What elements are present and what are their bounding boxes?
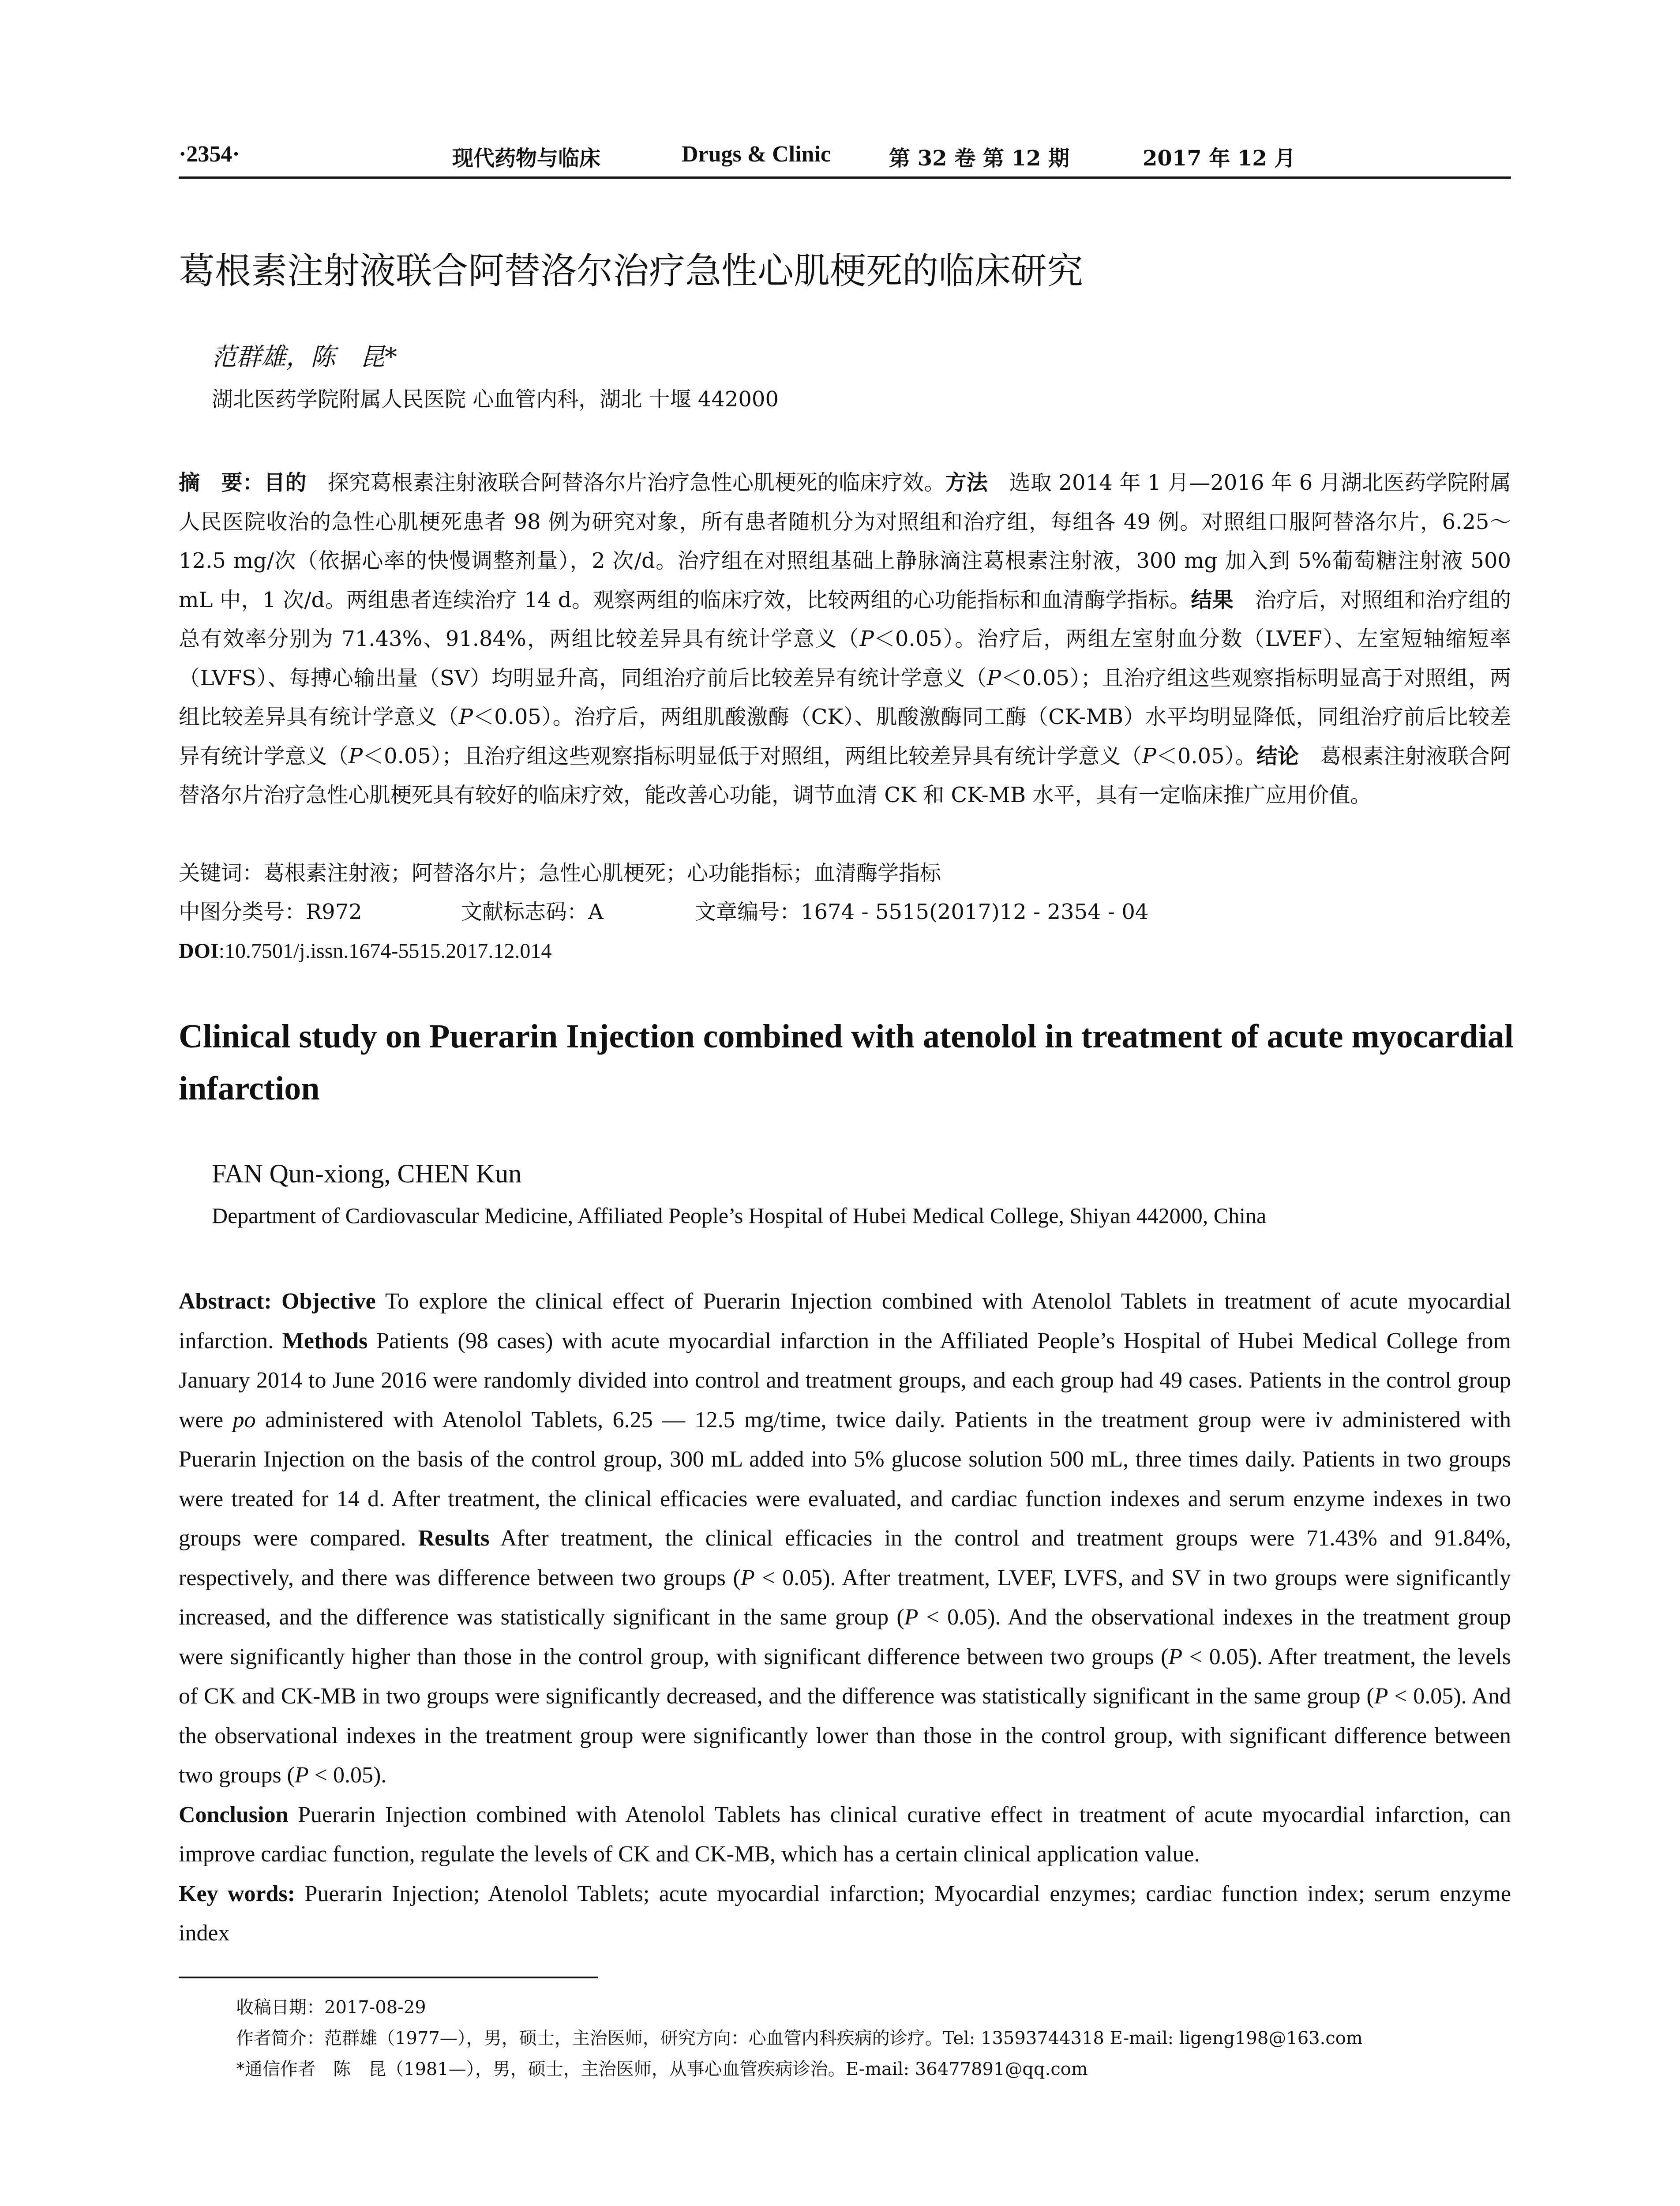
- conclusion-text: 葛根素注射液联合阿替洛尔片治疗急性心肌梗死具有较好的临床疗效，能改善心功能，调节血清 CK 和 CK-MB 水平，具有一定临床推广应用价值。: [179, 743, 1511, 807]
- results-text: < 0.05). After treatment, the levels of CK and CK-MB in two groups were significantly decreased, and the difference was statistically significant in the same group (: [179, 1644, 1511, 1709]
- corresponding-info: 陈 昆（1981—），男，硕士，主治医师，从事心血管疾病诊治。E-mail: 36477891@qq.com: [315, 2059, 1088, 2079]
- footnote-author: [236, 2025, 1560, 2052]
- p-symbol: P: [859, 627, 874, 651]
- article-no-label: 文章编号：: [695, 900, 801, 924]
- methods-text: Patients (98 cases) with acute myocardial infarction in the Affiliated People’s Hospital of Hubei Medical College from January 2014 to June 2016 were randomly divided into control and treatment groups, and each group had 49 cases. Patients in the control group were: [179, 1328, 1511, 1433]
- results-text: < 0.05).: [308, 1763, 387, 1788]
- results-text: ＜0.05）；且治疗组这些观察指标明显高于对照组，两组比较差异具有统计学意义（: [179, 665, 1511, 729]
- abstract-label: 摘 要：: [179, 470, 264, 495]
- chinese-title: 葛根素注射液联合阿替洛尔治疗急性心肌梗死的临床研究: [179, 250, 1084, 292]
- conclusion-label: Conclusion: [179, 1802, 289, 1827]
- keywords-label: Key words:: [179, 1881, 296, 1906]
- methods-text: 选取 2014 年 1 月—2016 年 6 月湖北医药学院附属人民医院收治的急性心肌梗死患者 98 例为研究对象，所有患者随机分为对照组和治疗组，每组各 49 例。对照组口服阿替洛尔片，6.25～12.5 mg/次（依据心率的快慢调整剂量），2 次/d。治疗组在对照组基础上静脉滴注葛根素注射液，300 mg 加入到 5%葡萄糖注射液 500 mL 中，1 次/d。两组患者连续治疗 14 d。观察两组的临床疗效，比较两组的心功能指标和血清酶学指标。: [179, 470, 1511, 612]
- journal-name-en: Drugs & Clinic: [682, 142, 831, 167]
- doc-code-value: A: [588, 900, 604, 924]
- results-text: ＜0.05）；且治疗组这些观察指标明显低于对照组，两组比较差异具有统计学意义（: [363, 743, 1142, 769]
- article-no-value: 1674 - 5515(2017)12 - 2354 - 04: [801, 900, 1149, 924]
- footnote-received: [236, 1994, 1560, 2021]
- results-text: ＜0.05）。治疗后，两组左室射血分数（LVEF）、左室短轴缩短率（LVFS）、每搏心输出量（SV）均明显升高，同组治疗前后比较差异有统计学意义（: [179, 627, 1511, 690]
- chinese-abstract: [179, 463, 1511, 815]
- methods-label: Methods: [282, 1328, 368, 1354]
- english-authors: FAN Qun-xiong, CHEN Kun: [212, 1159, 522, 1188]
- p-symbol: P: [348, 743, 363, 769]
- results-text: After treatment, the clinical efficacies in the control and treatment groups were 71.43% and 91.84%, respectively, and there was difference between two groups (: [179, 1526, 1511, 1591]
- author-info: 范群雄（1977—），男，硕士，主治医师，研究方向：心血管内科疾病的诊疗。Tel: 13593744318 E-mail: ligeng198@163.com: [324, 2028, 1363, 2048]
- keywords-text: 葛根素注射液；阿替洛尔片；急性心肌梗死；心功能指标；血清酶学指标: [263, 861, 941, 885]
- abstract-label: Abstract:: [179, 1289, 272, 1314]
- results-text: ＜0.05）。治疗后，两组肌酸激酶（CK）、肌酸激酶同工酶（CK-MB）水平均明显降低，同组治疗前后比较差异有统计学意义（: [179, 705, 1511, 769]
- page-number: ·2354·: [179, 142, 240, 167]
- p-symbol: P: [458, 705, 473, 729]
- results-text: < 0.05). And the observational indexes in the treatment group were significantly higher than those in the control group, with significant difference between two groups (: [179, 1605, 1511, 1670]
- conclusion-label: 结论: [1256, 743, 1299, 769]
- conclusion-text: Puerarin Injection combined with Atenolol Tablets has clinical curative effect in treatment of acute myocardial infarction, can improve cardiac function, regulate the levels of CK and CK-MB, which has a certain clinical application value.: [179, 1802, 1511, 1867]
- footnote-rule: [179, 1977, 598, 1978]
- chinese-keywords: [179, 854, 1511, 893]
- results-text: < 0.05). And the observational indexes in the treatment group were significantly lower than those in the control group, with significant difference between two groups (: [179, 1684, 1511, 1788]
- results-text: < 0.05). After treatment, LVEF, LVFS, and SV in two groups were significantly increased, and the difference was statistically significant in the same group (: [179, 1565, 1511, 1630]
- methods-label: 方法: [945, 470, 988, 495]
- journal-name-cn: 现代药物与临床: [452, 146, 601, 171]
- p-symbol: P: [1374, 1684, 1388, 1709]
- doi-value: :10.7501/j.issn.1674-5515.2017.12.014: [218, 939, 552, 963]
- article-number: [695, 893, 1148, 931]
- objective-label: 目的: [264, 470, 307, 495]
- p-symbol: P: [986, 665, 1001, 690]
- methods-text: administered with Atenolol Tablets, 6.25 — 12.5 mg/time, twice daily. Patients in the treatment group were iv administered with Puerarin Injection on the basis of the control group, 300 mL added into 5% glucose solution 500 mL, three times daily. Patients in two groups were treated for 14 d. After treatment, the clinical efficacies were evaluated, and cardiac function indexes and serum enzyme indexes in two groups were compared.: [179, 1407, 1511, 1551]
- issue-date: 2017 年 12 月: [1143, 146, 1296, 171]
- volume-issue: 第 32 卷 第 12 期: [889, 146, 1070, 171]
- received-label: 收稿日期：: [236, 1997, 324, 2018]
- classification-line: [179, 893, 1511, 931]
- doc-code-label: 文献标志码：: [461, 900, 589, 924]
- author-label: 作者简介：: [236, 2028, 324, 2048]
- doi-label: DOI: [179, 939, 219, 963]
- p-symbol: P: [1142, 743, 1156, 769]
- chinese-authors: 范群雄，陈 昆*: [212, 343, 397, 371]
- results-text: ＜0.05）。: [1156, 743, 1256, 769]
- objective-label: Objective: [281, 1289, 376, 1314]
- english-abstract: [179, 1282, 1511, 1953]
- p-symbol: P: [904, 1605, 919, 1630]
- objective-text: To explore the clinical effect of Puerarin Injection combined with Atenolol Tablets in treatment of acute myocardial infarction.: [179, 1289, 1511, 1354]
- header-rule: [179, 176, 1511, 179]
- english-affiliation: Department of Cardiovascular Medicine, Affiliated People’s Hospital of Hubei Medical College, Shiyan 442000, China: [212, 1203, 1267, 1228]
- corresponding-label: *通信作者: [236, 2059, 315, 2079]
- received-date: 2017-08-29: [324, 1997, 426, 2018]
- results-label: Results: [418, 1526, 490, 1551]
- clc-label: 中图分类号：: [179, 900, 306, 924]
- english-title: Clinical study on Puerarin Injection combined with atenolol in treatment of acute myocardial infarction: [179, 1018, 1514, 1107]
- keywords-label: 关键词：: [179, 861, 264, 885]
- keywords-text: Puerarin Injection; Atenolol Tablets; acute myocardial infarction; Myocardial enzymes; cardiac function index; serum enzyme index: [179, 1881, 1511, 1946]
- objective-text: 探究葛根素注射液联合阿替洛尔片治疗急性心肌梗死的临床疗效。: [306, 470, 945, 495]
- doi-line: [179, 931, 1511, 971]
- chinese-affiliation: 湖北医药学院附属人民医院 心血管内科，湖北 十堰 442000: [212, 387, 779, 412]
- doc-code: [461, 893, 604, 931]
- results-label: 结果: [1191, 587, 1234, 612]
- results-text: 治疗后，对照组和治疗组的总有效率分别为 71.43%、91.84%，两组比较差异具有统计学意义（: [179, 587, 1511, 651]
- p-symbol: P: [1168, 1644, 1183, 1670]
- p-symbol: P: [740, 1565, 755, 1591]
- running-head: [179, 141, 1511, 181]
- clc-value: R972: [306, 900, 362, 924]
- footnote-corresponding: [236, 2056, 1560, 2082]
- po-abbrev: po: [232, 1407, 256, 1433]
- p-symbol: P: [294, 1763, 309, 1788]
